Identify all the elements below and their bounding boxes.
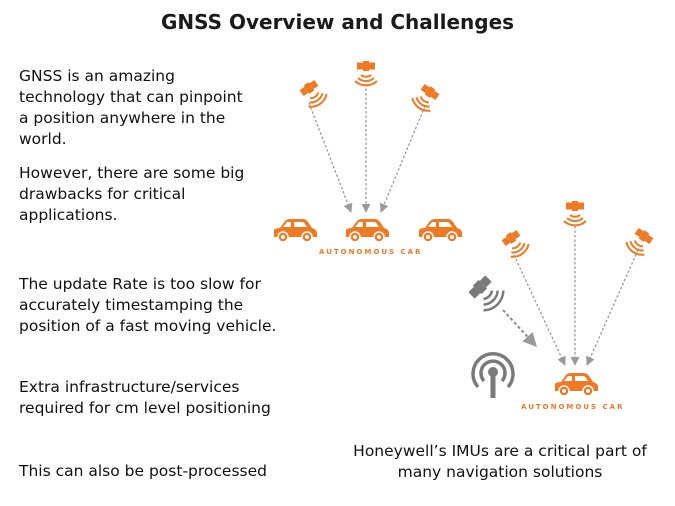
antenna-icon [473,354,513,398]
intro-text: GNSS is an amazing technology that can pinpoint a position anywhere in the world. [19,67,243,148]
post-processed-text: This can also be post-processed [19,462,267,480]
satellite-icon [355,61,377,85]
car-icon [346,219,389,242]
car-icon [274,219,317,242]
satellite-icon [297,78,329,111]
satellite-icon [410,82,442,115]
infrastructure-text: Extra infrastructure/services required for cm level positioning [19,378,271,417]
satellite-icon [564,201,586,225]
arrow-sat-right-to-car [381,106,425,212]
arrow-sat-right-to-car-bottom [587,250,638,365]
satellite-icon [499,228,531,261]
autonomous-car-caption: AUTONOMOUS CAR [521,403,625,411]
satellite-icon [624,226,656,259]
solution-text: Honeywell’s IMUs are a critical part of many navigation solutions [353,442,647,481]
page-title: GNSS Overview and Challenges [160,10,515,34]
arrow-sat-left-to-car-bottom [514,255,565,365]
drawbacks-text: However, there are some big drawbacks for critical applications. [19,164,245,224]
car-icon [555,373,598,396]
correction-satellite-icon [466,273,508,315]
car-icon [419,219,462,242]
autonomous-car-caption: AUTONOMOUS CAR [319,248,423,256]
arrow-sat-left-to-car [309,103,351,212]
arrow-correction-sat-to-car [503,310,536,346]
update-rate-text: The update Rate is too slow for accurately timestamping the position of a fast moving vehicle. [19,275,277,335]
